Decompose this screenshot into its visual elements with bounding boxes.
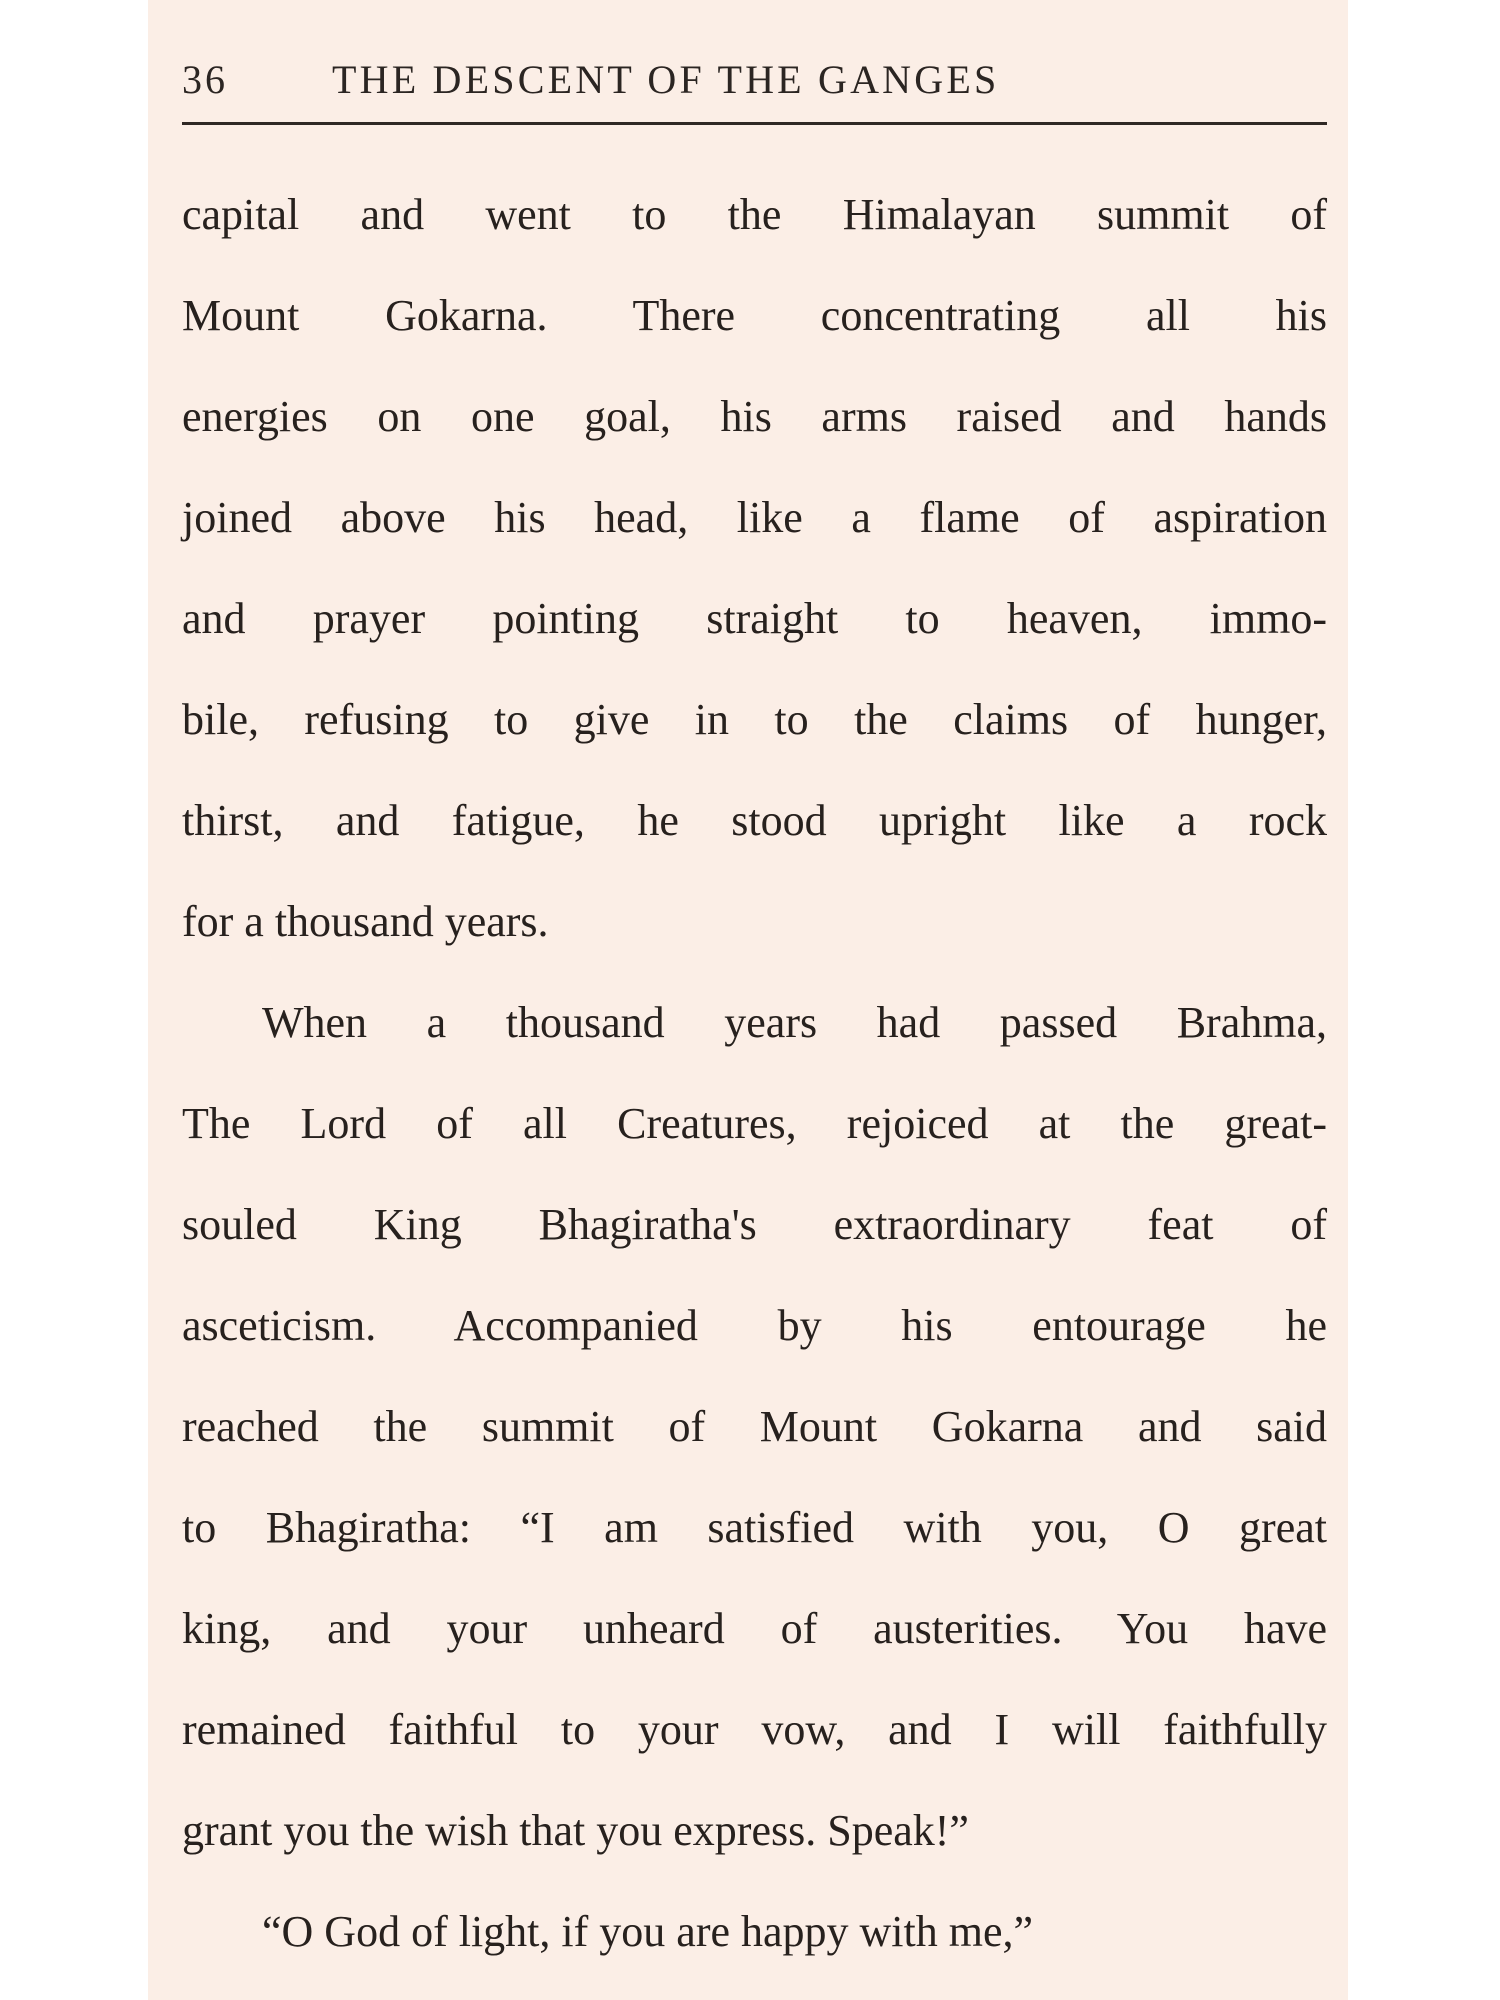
text-line: souled King Bhagiratha's extraordinary feat of <box>182 1200 1327 1249</box>
running-header <box>182 48 1327 120</box>
text-line: and prayer pointing straight to heaven, immo- <box>182 594 1327 643</box>
text-line: energies on one goal, his arms raised and hands <box>182 392 1327 441</box>
text-line: Mount Gokarna. There concentrating all his <box>182 291 1327 340</box>
text-line: asceticism. Accompanied by his entourage he <box>182 1301 1327 1350</box>
chapter-title: THE DESCENT OF THE GANGES <box>332 57 1000 102</box>
text-line: joined above his head, like a flame of aspiration <box>182 493 1327 542</box>
text-line: for a thousand years. <box>182 897 549 946</box>
text-line: The Lord of all Creatures, rejoiced at the great- <box>182 1099 1327 1148</box>
text-line: bile, refusing to give in to the claims of hunger, <box>182 695 1327 744</box>
text-line: grant you the wish that you express. Speak!” <box>182 1806 969 1855</box>
text-line: thirst, and fatigue, he stood upright like a rock <box>182 796 1327 845</box>
text-line: “O God of light, if you are happy with me,” <box>262 1907 1034 1956</box>
text-line: remained faithful to your vow, and I will faithfully <box>182 1705 1327 1754</box>
header-rule <box>182 122 1327 125</box>
text-line: king, and your unheard of austerities. You have <box>182 1604 1327 1653</box>
text-line: reached the summit of Mount Gokarna and said <box>182 1402 1327 1451</box>
text-line: When a thousand years had passed Brahma, <box>262 998 1327 1047</box>
body-text <box>182 164 1327 1982</box>
page-number: 36 <box>182 57 228 102</box>
text-line: capital and went to the Himalayan summit of <box>182 190 1327 239</box>
text-line: to Bhagiratha: “I am satisfied with you, O great <box>182 1503 1327 1552</box>
book-page <box>148 0 1348 2000</box>
